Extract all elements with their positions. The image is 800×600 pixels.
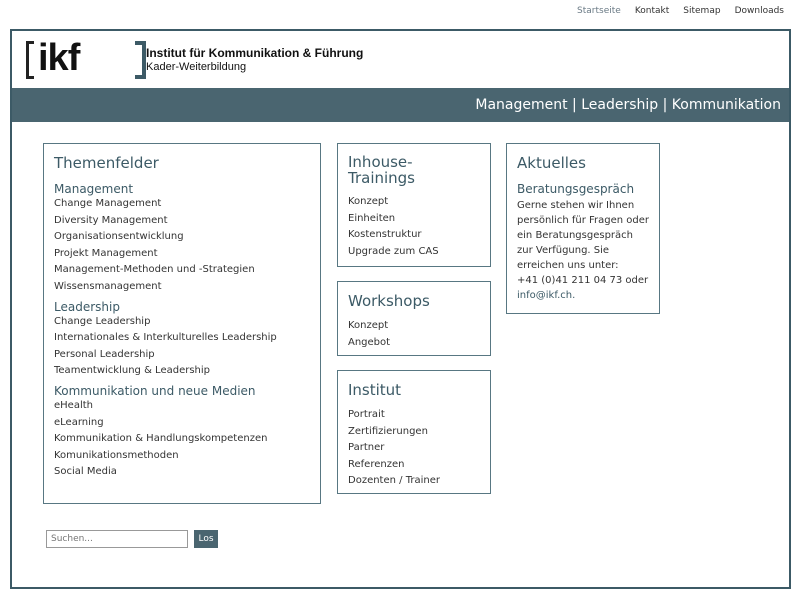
workshops-title: Workshops	[348, 292, 430, 310]
aktuelles-box	[506, 143, 660, 314]
category-management[interactable]: Management	[54, 182, 134, 196]
link-interkulturelles-leadership[interactable]: Internationales & Interkulturelles Leadership	[54, 332, 277, 344]
link-zertifizierungen[interactable]: Zertifizierungen	[348, 425, 428, 437]
page-frame	[10, 29, 791, 589]
category-leadership[interactable]: Leadership	[54, 299, 120, 314]
top-navigation	[577, 6, 784, 16]
category-kommunikation[interactable]: Kommunikation und neue Medien	[54, 383, 256, 398]
link-portrait[interactable]: Portrait	[348, 409, 385, 420]
link-projekt-management[interactable]: Projekt Management	[54, 247, 158, 259]
logo-text: ikf	[38, 37, 80, 79]
nav-startseite[interactable]: Startseite	[577, 6, 621, 16]
link-ehealth[interactable]: eHealth	[54, 399, 93, 411]
link-inhouse-einheiten[interactable]: Einheiten	[348, 212, 396, 224]
link-organisationsentwicklung[interactable]: Organisationsentwicklung	[54, 231, 184, 243]
institute-title	[146, 46, 363, 73]
nav-sitemap[interactable]: Sitemap	[683, 6, 721, 16]
institut-box	[337, 370, 491, 494]
link-change-management[interactable]: Change Management	[54, 198, 162, 209]
link-elearning[interactable]: eLearning	[54, 416, 104, 428]
aktuelles-title: Aktuelles	[517, 154, 586, 172]
aktuelles-text: Gerne stehen wir Ihnen persönlich für Fragen oder ein Beratungsgespräch zur Verfügung. Sie erreichen uns unter:	[517, 200, 650, 271]
link-wissensmanagement[interactable]: Wissensmanagement	[54, 280, 162, 292]
inhouse-title-line2: Trainings	[348, 169, 416, 187]
link-change-leadership[interactable]: Change Leadership	[54, 315, 151, 327]
link-partner[interactable]: Partner	[348, 442, 385, 454]
themenfelder-box	[43, 143, 321, 504]
inhouse-title-line1: Inhouse-	[348, 153, 413, 171]
nav-kontakt[interactable]: Kontakt	[634, 6, 670, 16]
link-teamentwicklung[interactable]: Teamentwicklung & Leadership	[54, 365, 211, 377]
institute-subtitle: Kader-Weiterbildung	[146, 61, 247, 73]
link-inhouse-konzept[interactable]: Konzept	[348, 196, 389, 207]
link-management-methoden[interactable]: Management-Methoden und -Strategien	[54, 264, 255, 276]
nav-downloads[interactable]: Downloads	[734, 6, 784, 16]
link-referenzen[interactable]: Referenzen	[348, 458, 405, 470]
link-workshops-konzept[interactable]: Konzept	[348, 320, 389, 331]
aktuelles-phone: +41 (0)41 211 04 73 oder	[517, 275, 649, 286]
institute-name: Institut für Kommunikation & Führung	[146, 46, 364, 60]
aktuelles-email[interactable]: info@ikf.ch.	[517, 290, 576, 301]
inhouse-title	[348, 154, 480, 186]
inhouse-box	[337, 143, 491, 267]
banner: Management | Leadership | Kommunikation	[12, 88, 789, 122]
link-dozenten[interactable]: Dozenten / Trainer	[348, 475, 440, 487]
workshops-box	[337, 281, 491, 356]
search-button[interactable]: Los	[194, 530, 218, 548]
link-handlungskompetenzen[interactable]: Kommunikation & Handlungskompetenzen	[54, 433, 268, 445]
aktuelles-subtitle[interactable]: Beratungsgespräch	[517, 182, 635, 196]
link-social-media[interactable]: Social Media	[54, 466, 117, 478]
search-input[interactable]	[46, 530, 188, 548]
link-inhouse-kostenstruktur[interactable]: Kostenstruktur	[348, 229, 422, 241]
ikf-logo[interactable]	[24, 39, 138, 81]
themenfelder-title: Themenfelder	[54, 154, 159, 172]
link-inhouse-upgrade-cas[interactable]: Upgrade zum CAS	[348, 245, 439, 257]
link-komunikationsmethoden[interactable]: Komunikationsmethoden	[54, 449, 179, 461]
header	[12, 31, 789, 88]
link-diversity-management[interactable]: Diversity Management	[54, 214, 168, 226]
search-form	[46, 530, 218, 548]
institut-title: Institut	[348, 381, 402, 399]
link-personal-leadership[interactable]: Personal Leadership	[54, 348, 155, 360]
link-workshops-angebot[interactable]: Angebot	[348, 336, 391, 348]
